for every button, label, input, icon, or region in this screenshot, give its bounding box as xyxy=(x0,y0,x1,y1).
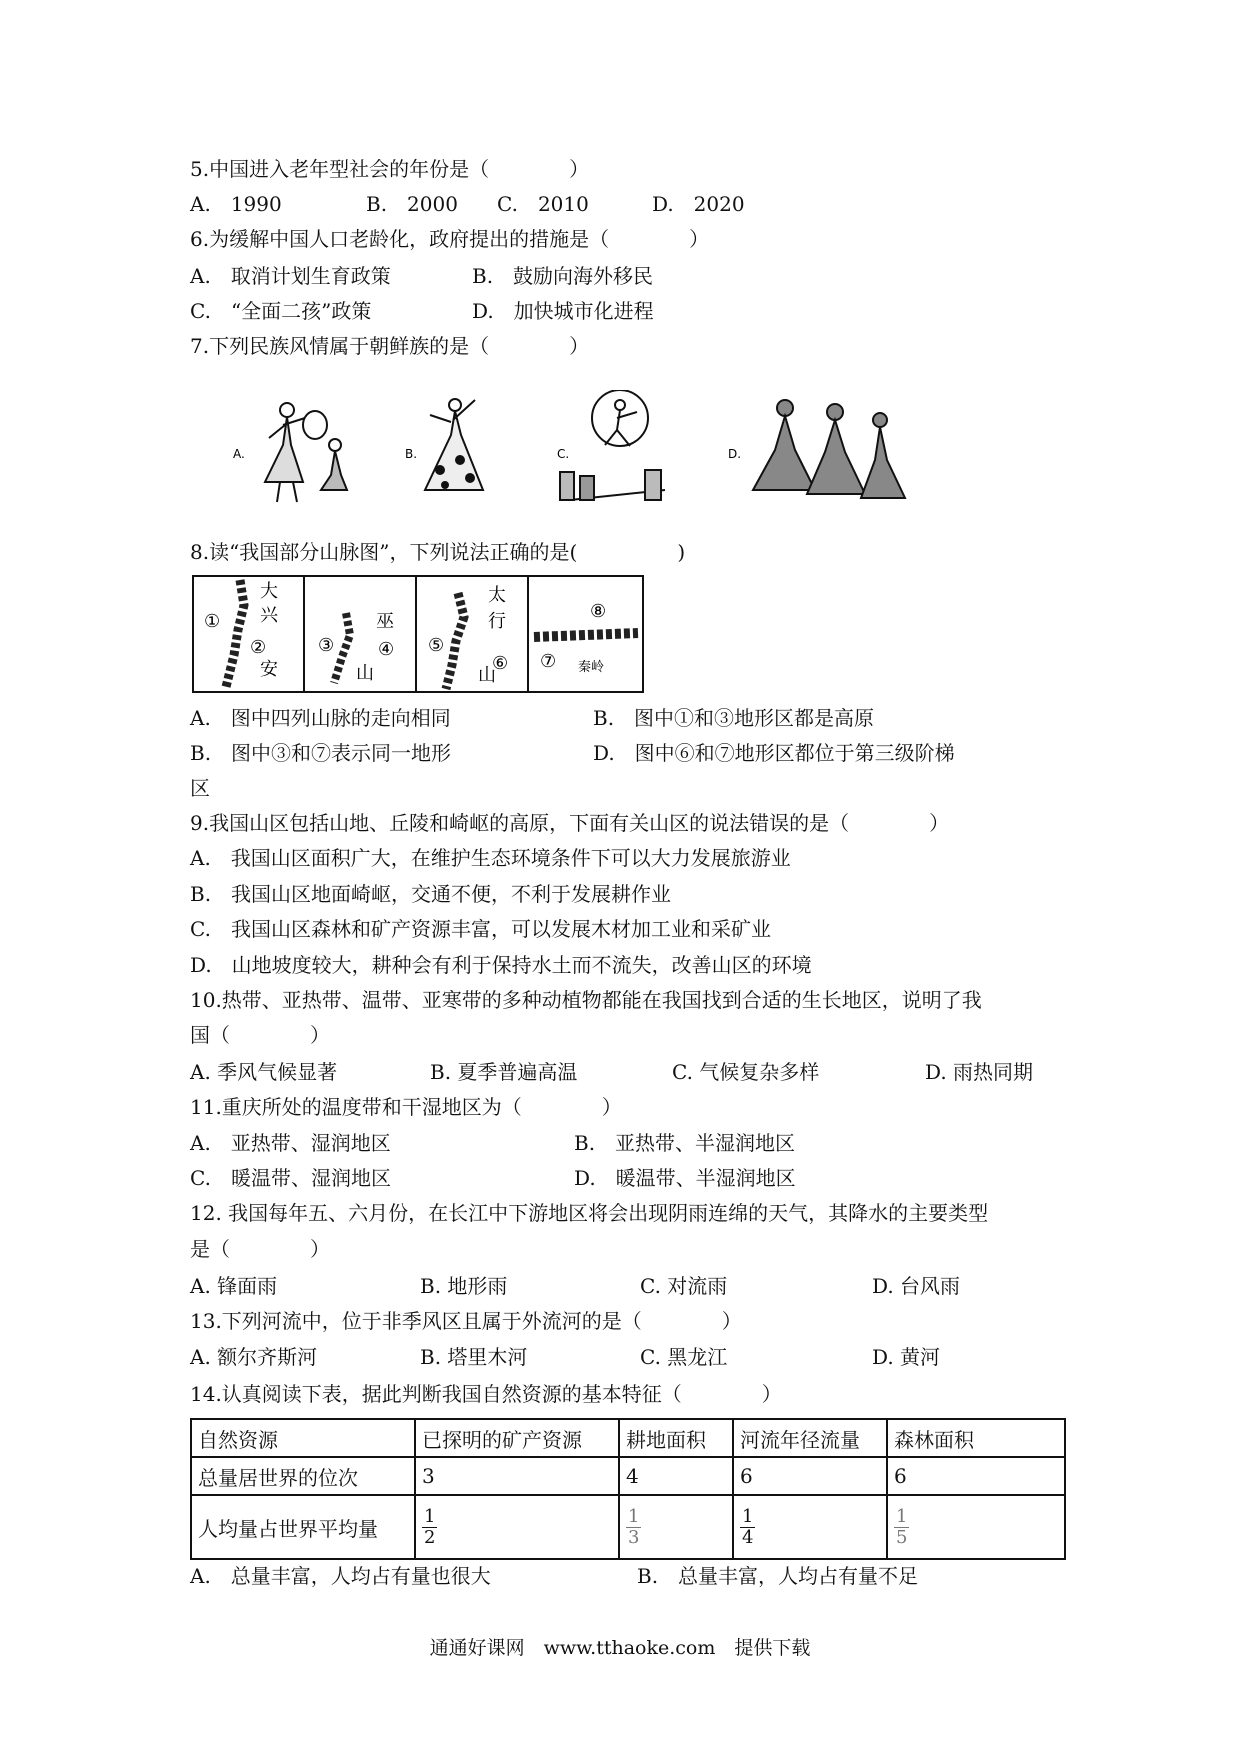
q6-option-d: D. 加快城市化进程 xyxy=(472,299,654,323)
dancer-illustration-b xyxy=(425,399,483,490)
q14-stem: 14.认真阅读下表，据此判断我国自然资源的基本特征（ ） xyxy=(190,1382,782,1406)
dancer-illustration-d xyxy=(753,400,905,498)
char-xing: 兴 xyxy=(260,605,278,626)
q10-option-c: C. 气候复杂多样 xyxy=(672,1060,820,1084)
q11-option-b: B. 亚热带、半湿润地区 xyxy=(574,1131,796,1155)
q8-option-d: D. 图中⑥和⑦地形区都位于第三级阶梯 xyxy=(593,741,955,765)
page-footer: 通通好课网 www.tthaoke.com 提供下载 xyxy=(429,1637,811,1659)
table-cell xyxy=(415,1495,619,1559)
table-row-label: 总量居世界的位次 xyxy=(191,1457,415,1495)
dancer-illustration-a xyxy=(265,403,347,502)
q5-option-a: A. 1990 xyxy=(190,192,282,216)
q11-option-a: A. 亚热带、湿润地区 xyxy=(190,1131,391,1155)
q5-option-b: B. 2000 xyxy=(366,192,458,216)
char-shan-2: 山 xyxy=(478,665,496,686)
q6-option-c: C. “全面二孩”政策 xyxy=(190,299,372,323)
mountain-range-map xyxy=(192,575,644,693)
char-qinling: 秦岭 xyxy=(578,660,605,675)
table-cell xyxy=(887,1495,1065,1559)
q13-stem: 13.下列河流中，位于非季风区且属于外流河的是（ ） xyxy=(190,1309,742,1333)
table-cell: 3 xyxy=(415,1457,619,1495)
q5-stem: 5.中国进入老年型社会的年份是（ ） xyxy=(190,157,590,181)
q7-ethnic-images xyxy=(225,390,925,510)
char-hang: 行 xyxy=(488,611,506,632)
q9-option-d: D. 山地坡度较大，耕种会有利于保持水土而不流失，改善山区的环境 xyxy=(190,953,812,977)
fraction: $\frac{1}{5}$ xyxy=(896,1505,908,1548)
q11-stem: 11.重庆所处的温度带和干湿地区为（ ） xyxy=(190,1095,622,1119)
q10-option-a: A. 季风气候显著 xyxy=(190,1060,338,1084)
q12-stem-line1: 12. 我国每年五、六月份，在长江中下游地区将会出现阴雨连绵的天气，其降水的主要类型 xyxy=(190,1201,989,1225)
table-header-cell: 河流年径流量 xyxy=(733,1419,887,1457)
table-cell: 6 xyxy=(733,1457,887,1495)
q6-option-a: A. 取消计划生育政策 xyxy=(190,264,391,288)
q13-option-d: D. 黄河 xyxy=(872,1345,941,1369)
q12-option-a: A. 锋面雨 xyxy=(190,1274,278,1298)
table-header-row xyxy=(191,1419,1065,1457)
q14-option-b: B. 总量丰富，人均占有量不足 xyxy=(637,1564,919,1588)
mark-2: ② xyxy=(250,637,267,658)
q13-option-a: A. 额尔齐斯河 xyxy=(190,1345,318,1369)
table-cell: 6 xyxy=(887,1457,1065,1495)
natural-resources-table xyxy=(190,1418,1066,1560)
q7-label-b: B. xyxy=(405,447,418,461)
q8-option-b: B. 图中①和③地形区都是高原 xyxy=(593,706,875,730)
mark-6: ⑥ xyxy=(492,653,509,674)
table-row xyxy=(191,1495,1065,1559)
fraction: $\frac{1}{2}$ xyxy=(424,1505,436,1548)
fraction: $\frac{1}{3}$ xyxy=(628,1505,640,1548)
table-header-cell: 自然资源 xyxy=(191,1419,415,1457)
q11-option-d: D. 暖温带、半湿润地区 xyxy=(574,1166,796,1190)
q8-option-wrap: 区 xyxy=(190,776,210,800)
q9-stem: 9.我国山区包括山地、丘陵和崎岖的高原，下面有关山区的说法错误的是（ ） xyxy=(190,811,950,835)
char-da: 大 xyxy=(260,581,278,602)
q8-option-c: B. 图中③和⑦表示同一地形 xyxy=(190,741,452,765)
char-tai: 太 xyxy=(488,585,506,606)
q6-stem: 6.为缓解中国人口老龄化，政府提出的措施是（ ） xyxy=(190,227,710,251)
mark-8: ⑧ xyxy=(590,601,607,622)
q7-label-d: D. xyxy=(728,447,742,461)
table-cell xyxy=(619,1495,733,1559)
fraction: $\frac{1}{4}$ xyxy=(742,1505,754,1548)
q13-option-c: C. 黑龙江 xyxy=(640,1345,728,1369)
mark-4: ④ xyxy=(378,639,395,660)
q12-stem-line2: 是（ ） xyxy=(190,1237,330,1261)
q9-option-a: A. 我国山区面积广大，在维护生态环境条件下可以大力发展旅游业 xyxy=(190,846,791,870)
q5-option-d: D. 2020 xyxy=(652,192,745,216)
table-header-cell: 耕地面积 xyxy=(619,1419,733,1457)
q10-option-d: D. 雨热同期 xyxy=(925,1060,1034,1084)
mark-7: ⑦ xyxy=(540,651,557,672)
q10-stem-line2: 国（ ） xyxy=(190,1023,330,1047)
q10-stem-line1: 10.热带、亚热带、温带、亚寒带的多种动植物都能在我国找到合适的生长地区，说明了我 xyxy=(190,988,982,1012)
q9-option-b: B. 我国山区地面崎岖，交通不便，不利于发展耕作业 xyxy=(190,882,672,906)
mark-1: ① xyxy=(204,611,221,632)
table-row-label: 人均量占世界平均量 xyxy=(191,1495,415,1559)
q14-option-a: A. 总量丰富，人均占有量也很大 xyxy=(190,1564,491,1588)
char-wu: 巫 xyxy=(376,611,394,632)
q8-stem: 8.读“我国部分山脉图”，下列说法正确的是( ) xyxy=(190,540,686,564)
table-row xyxy=(191,1457,1065,1495)
q13-option-b: B. 塔里木河 xyxy=(420,1345,528,1369)
table-header-cell: 已探明的矿产资源 xyxy=(415,1419,619,1457)
table-cell xyxy=(733,1495,887,1559)
q8-option-a: A. 图中四列山脉的走向相同 xyxy=(190,706,451,730)
table-cell: 4 xyxy=(619,1457,733,1495)
q12-option-d: D. 台风雨 xyxy=(872,1274,961,1298)
q7-label-c: C. xyxy=(557,447,570,461)
q9-option-c: C. 我国山区森林和矿产资源丰富，可以发展木材加工业和采矿业 xyxy=(190,917,771,941)
q6-option-b: B. 鼓励向海外移民 xyxy=(472,264,654,288)
q5-option-c: C. 2010 xyxy=(497,192,589,216)
mark-5: ⑤ xyxy=(428,635,445,656)
dancer-illustration-c xyxy=(560,390,665,500)
char-an: 安 xyxy=(260,659,278,680)
mark-3: ③ xyxy=(318,635,335,656)
table-header-cell: 森林面积 xyxy=(887,1419,1065,1457)
q10-option-b: B. 夏季普遍高温 xyxy=(430,1060,578,1084)
q12-option-b: B. 地形雨 xyxy=(420,1274,508,1298)
q11-option-c: C. 暖温带、湿润地区 xyxy=(190,1166,391,1190)
q7-stem: 7.下列民族风情属于朝鲜族的是（ ） xyxy=(190,334,590,358)
q12-option-c: C. 对流雨 xyxy=(640,1274,728,1298)
char-shan-1: 山 xyxy=(356,663,374,684)
q7-label-a: A. xyxy=(233,447,245,461)
